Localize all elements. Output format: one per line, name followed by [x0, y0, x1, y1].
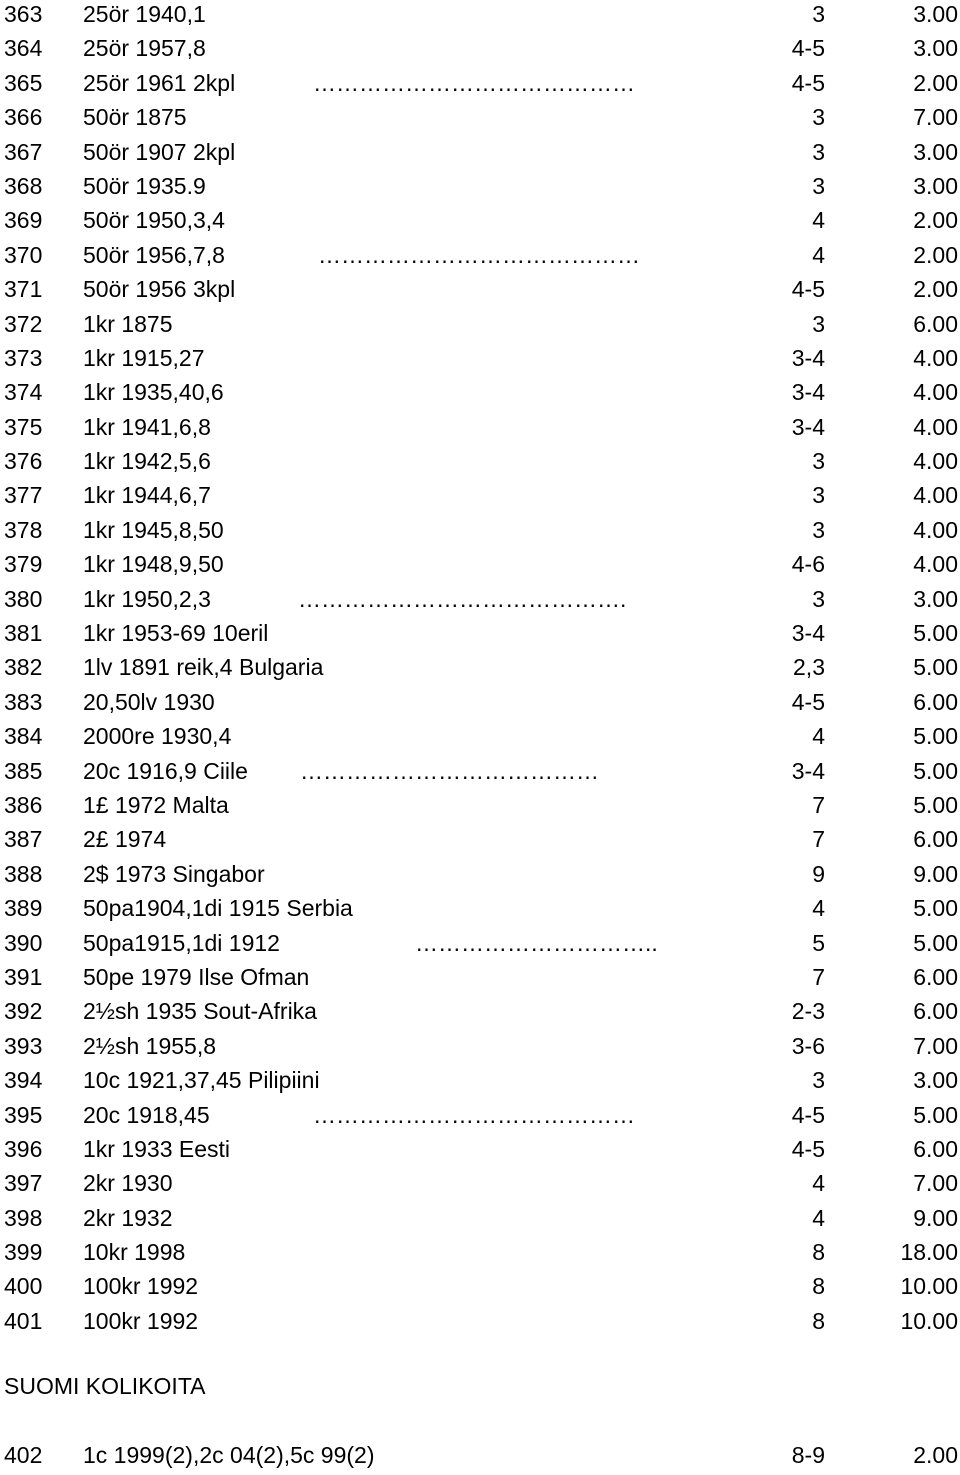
item-grade: 3: [812, 1067, 825, 1094]
item-price: 2.00: [913, 207, 958, 234]
list-item: [0, 1066, 960, 1100]
item-description: 1kr 1942,5,6: [83, 448, 211, 475]
item-number: 402: [4, 1442, 43, 1468]
item-number: 396: [4, 1135, 43, 1162]
item-price: 5.00: [913, 929, 958, 956]
list-item: [0, 481, 960, 515]
list-item: [0, 34, 960, 68]
list-item: [0, 378, 960, 412]
item-description: 1kr 1875: [83, 310, 173, 337]
item-description: 20c 1916,9 Ciile: [83, 757, 248, 784]
item-number: 384: [4, 723, 43, 750]
item-description: 2$ 1973 Singabor: [83, 860, 265, 887]
item-description: 1kr 1935,40,6: [83, 379, 224, 406]
item-price: 6.00: [913, 688, 958, 715]
dot-leader: ……………………………………: [313, 1101, 635, 1128]
item-number: 400: [4, 1273, 43, 1300]
list-item: [0, 1135, 960, 1169]
item-price: 3.00: [913, 138, 958, 165]
list-item: [0, 619, 960, 653]
dot-leader: …………………………………….: [298, 585, 627, 612]
dot-leader: …………………………………: [300, 757, 599, 784]
item-description: 100kr 1992: [83, 1273, 199, 1300]
item-number: 393: [4, 1032, 43, 1059]
item-description: 50ör 1935.9: [83, 172, 206, 199]
item-price: 9.00: [913, 860, 958, 887]
item-price: 2.00: [913, 1442, 958, 1468]
list-item: [0, 103, 960, 137]
list-item: [0, 206, 960, 240]
item-grade: 3: [812, 172, 825, 199]
item-price: 4.00: [913, 344, 958, 371]
item-description: 25ör 1961 2kpl: [83, 69, 236, 96]
item-grade: 3-4: [791, 620, 825, 647]
item-grade: 8-9: [791, 1442, 825, 1468]
item-grade: 4-5: [791, 35, 825, 62]
item-grade: 3: [812, 104, 825, 131]
item-price: 9.00: [913, 1204, 958, 1231]
item-description: 1kr 1950,2,3: [83, 585, 211, 612]
list-item: [0, 1204, 960, 1238]
item-price: 6.00: [913, 310, 958, 337]
item-price: 10.00: [900, 1307, 958, 1334]
item-description: 1kr 1944,6,7: [83, 482, 211, 509]
item-number: 397: [4, 1170, 43, 1197]
item-grade: 4: [812, 1204, 825, 1231]
list-item: [0, 688, 960, 722]
item-grade: 4-5: [791, 276, 825, 303]
item-description: 1£ 1972 Malta: [83, 791, 229, 818]
item-description: 20,50lv 1930: [83, 688, 215, 715]
item-description: 50ör 1875: [83, 104, 187, 131]
item-price: 4.00: [913, 448, 958, 475]
item-description: 1c 1999(2),2c 04(2),5c 99(2): [83, 1442, 375, 1468]
item-price: 6.00: [913, 963, 958, 990]
list-item: [0, 172, 960, 206]
item-number: 401: [4, 1307, 43, 1334]
list-item: [0, 757, 960, 791]
item-grade: 3-4: [791, 379, 825, 406]
item-grade: 3: [812, 516, 825, 543]
item-price: 6.00: [913, 1135, 958, 1162]
list-item: [0, 344, 960, 378]
list-item: [0, 722, 960, 756]
item-number: 392: [4, 998, 43, 1025]
list-item: [0, 310, 960, 344]
item-grade: 3-4: [791, 757, 825, 784]
item-price: 7.00: [913, 104, 958, 131]
item-grade: 2,3: [793, 654, 825, 681]
item-price: 3.00: [913, 172, 958, 199]
item-number: 394: [4, 1067, 43, 1094]
list-item: [0, 894, 960, 928]
item-description: 2kr 1932: [83, 1204, 173, 1231]
item-grade: 3: [812, 1, 825, 27]
item-number: 391: [4, 963, 43, 990]
list-item: [0, 275, 960, 309]
dot-leader: …………………………..: [415, 929, 658, 956]
item-number: 375: [4, 413, 43, 440]
list-item: [0, 791, 960, 825]
item-description: 50pe 1979 Ilse Ofman: [83, 963, 310, 990]
item-price: 6.00: [913, 998, 958, 1025]
item-grade: 4: [812, 241, 825, 268]
item-price: 18.00: [900, 1239, 958, 1266]
item-price: 5.00: [913, 723, 958, 750]
item-number: 386: [4, 791, 43, 818]
item-description: 1kr 1945,8,50: [83, 516, 224, 543]
item-grade: 8: [812, 1239, 825, 1266]
item-price: 10.00: [900, 1273, 958, 1300]
item-grade: 3-6: [791, 1032, 825, 1059]
item-price: 4.00: [913, 379, 958, 406]
item-description: 1kr 1915,27: [83, 344, 205, 371]
list-item: [0, 1307, 960, 1341]
item-grade: 3: [812, 482, 825, 509]
list-item: [0, 516, 960, 550]
item-number: 383: [4, 688, 43, 715]
list-item: [0, 1238, 960, 1272]
item-description: 50ör 1950,3,4: [83, 207, 225, 234]
item-number: 365: [4, 69, 43, 96]
item-grade: 7: [812, 826, 825, 853]
item-number: 370: [4, 241, 43, 268]
item-grade: 3: [812, 138, 825, 165]
item-number: 388: [4, 860, 43, 887]
item-number: 395: [4, 1101, 43, 1128]
item-description: 50pa1904,1di 1915 Serbia: [83, 895, 353, 922]
item-number: 371: [4, 276, 43, 303]
item-number: 374: [4, 379, 43, 406]
list-item: [0, 447, 960, 481]
item-grade: 4-6: [791, 551, 825, 578]
item-grade: 4-5: [791, 688, 825, 715]
item-number: 366: [4, 104, 43, 131]
item-description: 50pa1915,1di 1912: [83, 929, 280, 956]
item-description: 25ör 1940,1: [83, 1, 206, 27]
item-description: 10c 1921,37,45 Pilipiini: [83, 1067, 320, 1094]
item-number: 368: [4, 172, 43, 199]
item-number: 369: [4, 207, 43, 234]
item-price: 2.00: [913, 276, 958, 303]
list-item: [0, 1032, 960, 1066]
item-price: 4.00: [913, 551, 958, 578]
item-number: 387: [4, 826, 43, 853]
item-description: 20c 1918,45: [83, 1101, 210, 1128]
item-number: 390: [4, 929, 43, 956]
list-item: [0, 585, 960, 619]
item-description: 2000re 1930,4: [83, 723, 232, 750]
item-price: 4.00: [913, 516, 958, 543]
item-number: 364: [4, 35, 43, 62]
item-description: 2½sh 1955,8: [83, 1032, 217, 1059]
dot-leader: ……………………………………: [318, 241, 640, 268]
item-grade: 3-4: [791, 413, 825, 440]
item-number: 377: [4, 482, 43, 509]
list-item: [0, 825, 960, 859]
list-item: [0, 550, 960, 584]
item-number: 398: [4, 1204, 43, 1231]
item-grade: 3: [812, 585, 825, 612]
list-item: [0, 138, 960, 172]
section-heading: SUOMI KOLIKOITA: [4, 1373, 206, 1399]
item-grade: 4-5: [791, 1135, 825, 1162]
item-price: 3.00: [913, 1067, 958, 1094]
item-number: 381: [4, 620, 43, 647]
item-description: 1lv 1891 reik,4 Bulgaria: [83, 654, 324, 681]
item-number: 378: [4, 516, 43, 543]
item-grade: 8: [812, 1307, 825, 1334]
item-price: 5.00: [913, 757, 958, 784]
list-item: [0, 1101, 960, 1135]
list-item: [0, 997, 960, 1031]
item-price: 3.00: [913, 585, 958, 612]
item-grade: 4: [812, 1170, 825, 1197]
list-item: [0, 653, 960, 687]
item-grade: 8: [812, 1273, 825, 1300]
item-number: 367: [4, 138, 43, 165]
item-grade: 3: [812, 448, 825, 475]
item-number: 382: [4, 654, 43, 681]
list-item: [0, 963, 960, 997]
item-number: 372: [4, 310, 43, 337]
item-price: 5.00: [913, 895, 958, 922]
item-description: 100kr 1992: [83, 1307, 199, 1334]
item-price: 3.00: [913, 35, 958, 62]
item-description: 25ör 1957,8: [83, 35, 206, 62]
item-grade: 3: [812, 310, 825, 337]
item-price: 6.00: [913, 826, 958, 853]
item-grade: 3-4: [791, 344, 825, 371]
dot-leader: ……………………………………: [313, 69, 635, 96]
item-grade: 4: [812, 723, 825, 750]
item-description: 2£ 1974: [83, 826, 167, 853]
item-number: 376: [4, 448, 43, 475]
item-price: 3.00: [913, 1, 958, 27]
item-grade: 9: [812, 860, 825, 887]
item-grade: 4: [812, 895, 825, 922]
item-description: 2½sh 1935 Sout-Afrika: [83, 998, 317, 1025]
item-grade: 5: [812, 929, 825, 956]
item-price: 5.00: [913, 1101, 958, 1128]
list-item: [0, 929, 960, 963]
list-item: [0, 69, 960, 103]
item-number: 380: [4, 585, 43, 612]
item-price: 4.00: [913, 413, 958, 440]
item-number: 363: [4, 1, 43, 27]
item-description: 1kr 1941,6,8: [83, 413, 211, 440]
list-item: [0, 1272, 960, 1306]
list-item: [0, 1169, 960, 1203]
list-item: [0, 413, 960, 447]
item-description: 10kr 1998: [83, 1239, 186, 1266]
item-number: 379: [4, 551, 43, 578]
item-number: 399: [4, 1239, 43, 1266]
item-price: 2.00: [913, 241, 958, 268]
item-grade: 7: [812, 791, 825, 818]
list-item: [0, 860, 960, 894]
item-description: 50ör 1956 3kpl: [83, 276, 236, 303]
list-item: [0, 241, 960, 275]
item-description: 1kr 1948,9,50: [83, 551, 224, 578]
list-item: [0, 0, 960, 34]
item-number: 385: [4, 757, 43, 784]
item-number: 373: [4, 344, 43, 371]
item-grade: 2-3: [791, 998, 825, 1025]
item-description: 1kr 1953-69 10eril: [83, 620, 269, 647]
item-price: 5.00: [913, 620, 958, 647]
item-description: 50ör 1956,7,8: [83, 241, 225, 268]
item-price: 5.00: [913, 791, 958, 818]
item-description: 2kr 1930: [83, 1170, 173, 1197]
item-grade: 4-5: [791, 69, 825, 96]
item-price: 4.00: [913, 482, 958, 509]
item-grade: 7: [812, 963, 825, 990]
item-price: 7.00: [913, 1170, 958, 1197]
item-price: 5.00: [913, 654, 958, 681]
item-grade: 4-5: [791, 1101, 825, 1128]
item-grade: 4: [812, 207, 825, 234]
item-number: 389: [4, 895, 43, 922]
item-description: 1kr 1933 Eesti: [83, 1135, 231, 1162]
item-price: 7.00: [913, 1032, 958, 1059]
item-price: 2.00: [913, 69, 958, 96]
item-description: 50ör 1907 2kpl: [83, 138, 236, 165]
